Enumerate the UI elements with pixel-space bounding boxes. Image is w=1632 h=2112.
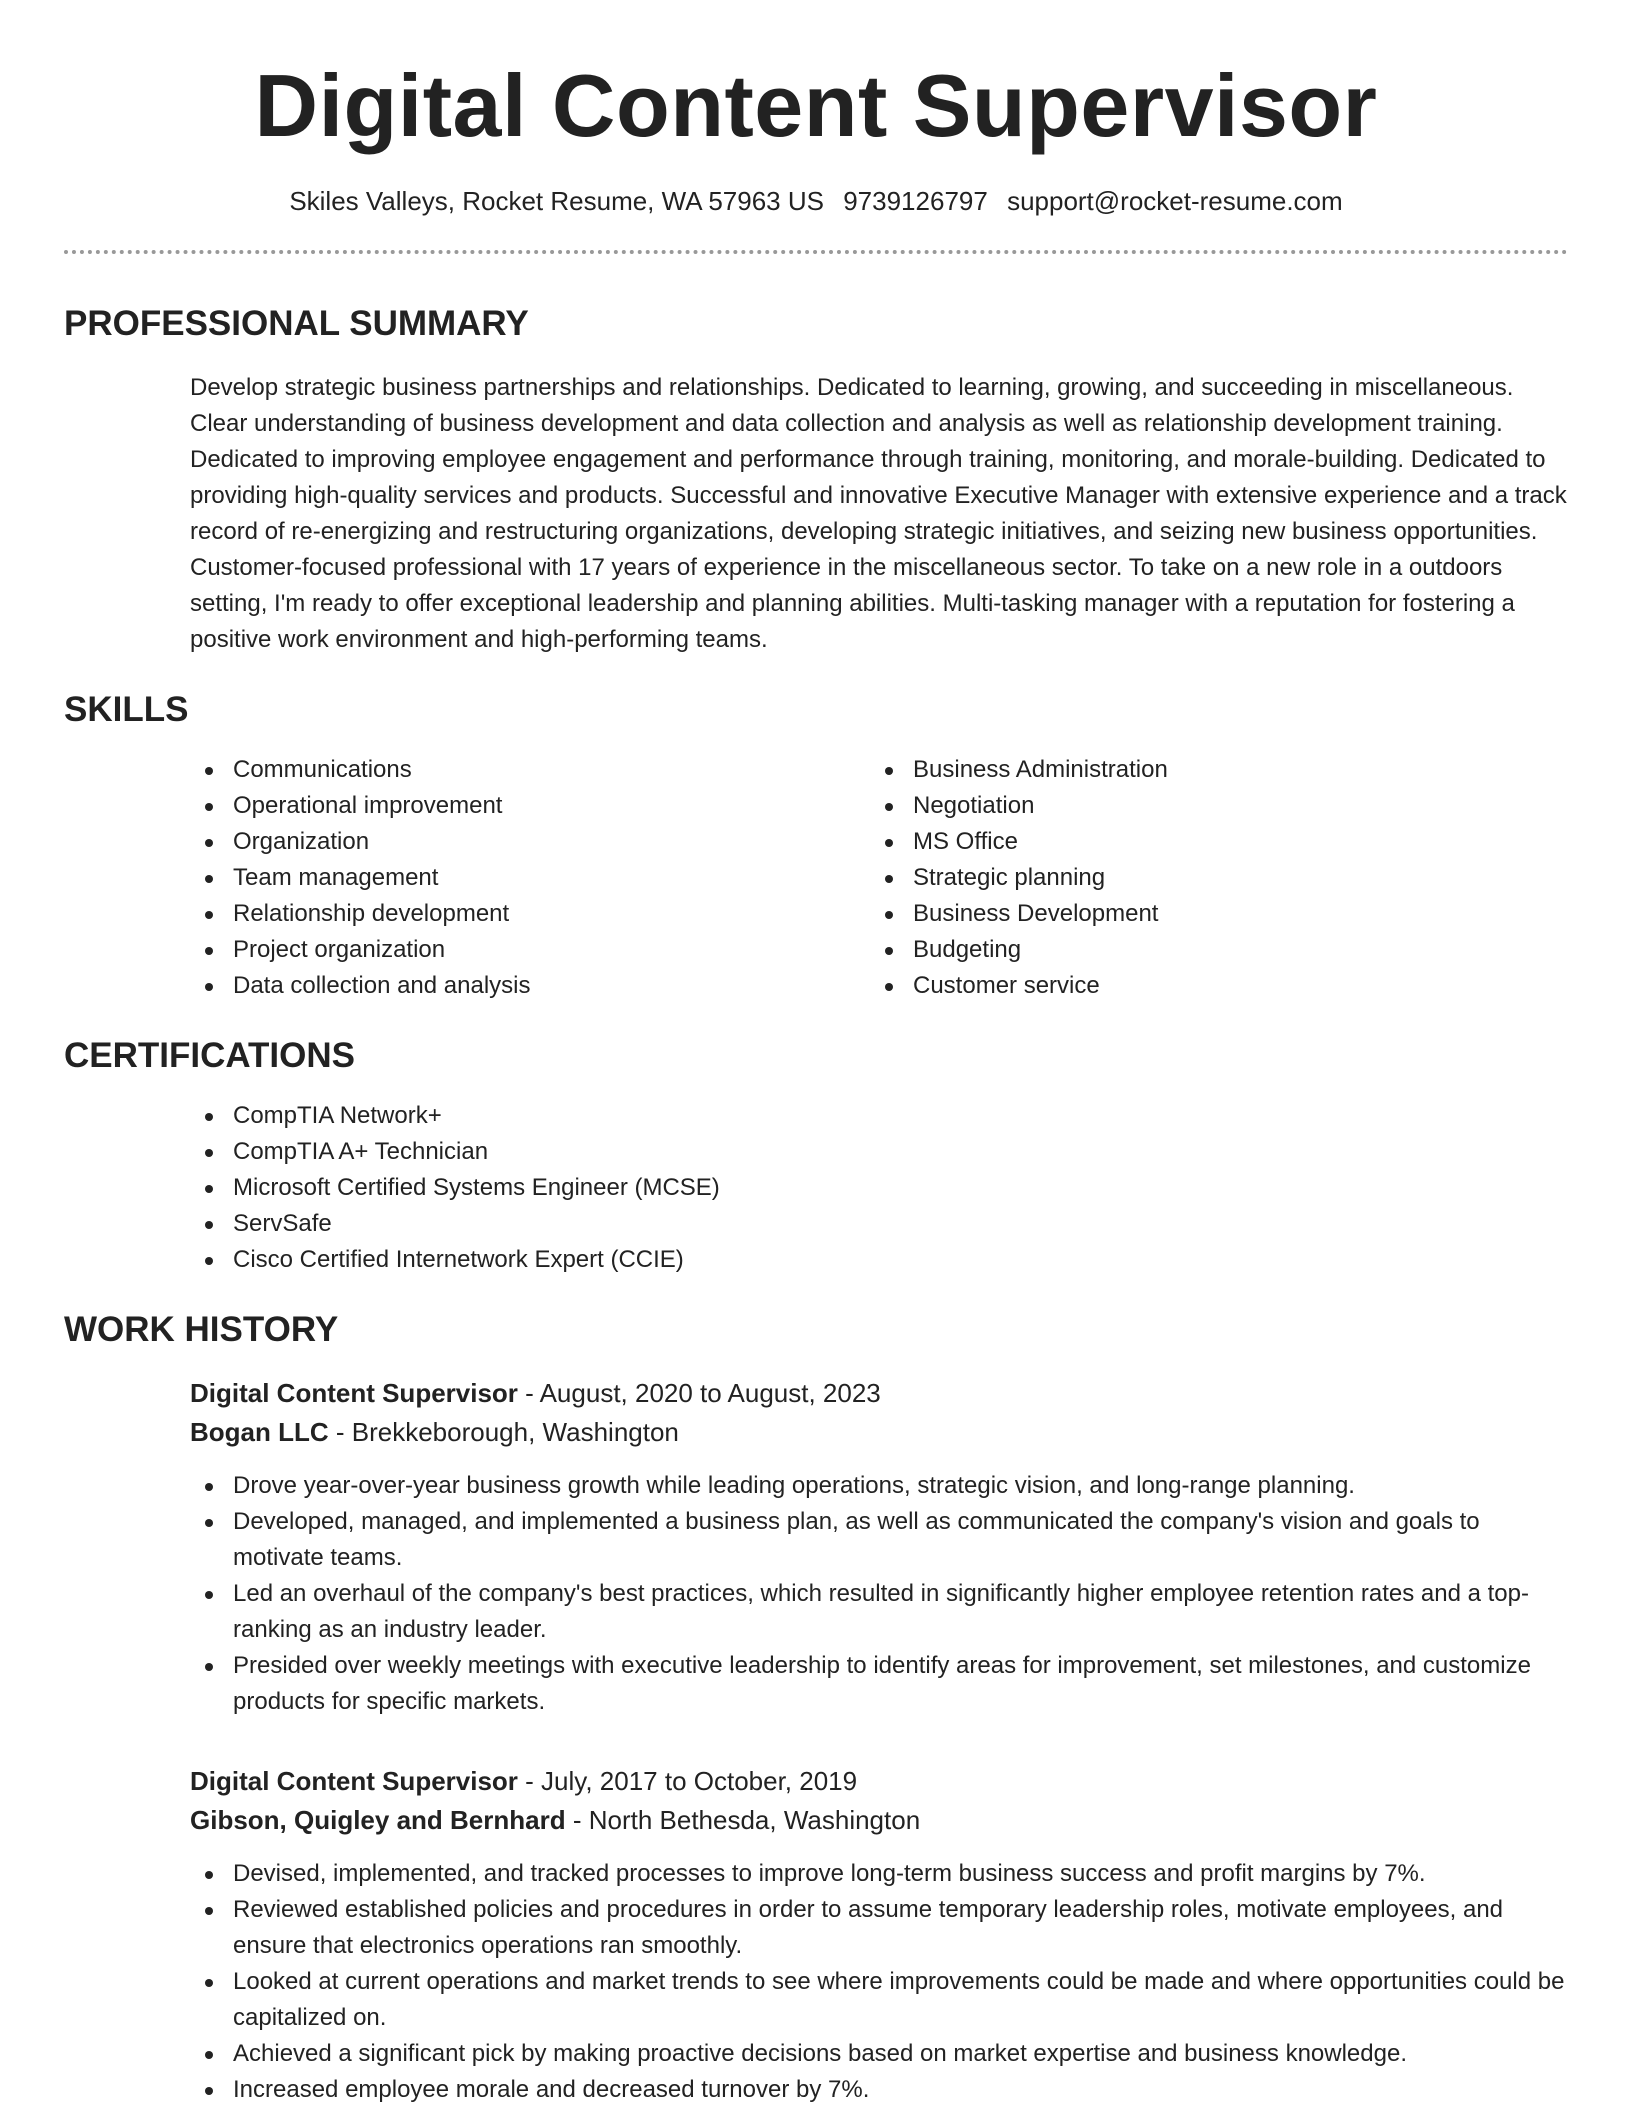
contact-address: Skiles Valleys, Rocket Resume, WA 57963 US — [289, 186, 824, 216]
skills-right-list — [870, 752, 1550, 1004]
job-bullet: Presided over weekly meetings with executive leadership to identify areas for improvement, set milestones, and customize products for specific markets. — [190, 1648, 1568, 1720]
job-title-line — [190, 1762, 1568, 1801]
summary-section — [64, 302, 1568, 658]
skill-item: Project organization — [190, 932, 870, 968]
job-entry — [190, 1762, 1568, 2108]
job-bullet: Led an overhaul of the company's best practices, which resulted in significantly higher employee retention rates and a top-ranking as an industry leader. — [190, 1576, 1568, 1648]
job-bullet: Reviewed established policies and procedures in order to assume temporary leadership roles, motivate employees, and ensure that electronics operations ran smoothly. — [190, 1892, 1568, 1964]
summary-heading: PROFESSIONAL SUMMARY — [64, 304, 529, 343]
skills-section — [64, 688, 1568, 1004]
skill-item: Negotiation — [870, 788, 1550, 824]
job-bullet-list — [190, 1468, 1568, 1720]
skill-item: Organization — [190, 824, 870, 860]
work-history-heading: WORK HISTORY — [64, 1310, 339, 1349]
job-bullet: Drove year-over-year business growth while leading operations, strategic vision, and long-range planning. — [190, 1468, 1568, 1504]
certification-item: Cisco Certified Internetwork Expert (CCIE) — [190, 1242, 1568, 1278]
job-location: - North Bethesda, Washington — [565, 1805, 921, 1835]
job-role: Digital Content Supervisor — [190, 1766, 518, 1796]
job-bullet: Increased employee morale and decreased turnover by 7%. — [190, 2072, 1568, 2108]
certification-item: Microsoft Certified Systems Engineer (MCSE) — [190, 1170, 1568, 1206]
job-company: Gibson, Quigley and Bernhard — [190, 1805, 566, 1835]
resume-name: Digital Content Supervisor — [254, 56, 1378, 155]
work-history-section — [64, 1308, 1568, 2108]
job-company-line — [190, 1801, 1568, 1840]
job-dates: - July, 2017 to October, 2019 — [517, 1766, 858, 1796]
skill-item: Communications — [190, 752, 870, 788]
skill-item: Data collection and analysis — [190, 968, 870, 1004]
certification-item: CompTIA Network+ — [190, 1098, 1568, 1134]
contact-line — [64, 184, 1568, 218]
job-bullet-list — [190, 1856, 1568, 2108]
job-bullet: Achieved a significant pick by making proactive decisions based on market expertise and business knowledge. — [190, 2036, 1568, 2072]
skills-left-list — [190, 752, 870, 1004]
certification-item: CompTIA A+ Technician — [190, 1134, 1568, 1170]
job-title-line — [190, 1374, 1568, 1413]
skill-item: Relationship development — [190, 896, 870, 932]
skill-item: Team management — [190, 860, 870, 896]
skill-item: Operational improvement — [190, 788, 870, 824]
skill-item: Customer service — [870, 968, 1550, 1004]
certifications-list — [190, 1098, 1568, 1278]
job-company-line — [190, 1413, 1568, 1452]
skill-item: Strategic planning — [870, 860, 1550, 896]
skills-columns — [190, 752, 1568, 1004]
skill-item: MS Office — [870, 824, 1550, 860]
job-dates: - August, 2020 to August, 2023 — [517, 1378, 881, 1408]
job-entry — [190, 1374, 1568, 1720]
job-location: - Brekkeborough, Washington — [328, 1417, 679, 1447]
job-role: Digital Content Supervisor — [190, 1378, 518, 1408]
header-divider — [64, 250, 1568, 254]
skill-item: Business Administration — [870, 752, 1550, 788]
skills-heading: SKILLS — [64, 690, 189, 729]
contact-email[interactable]: support@rocket-resume.com — [1007, 186, 1343, 216]
job-company: Bogan LLC — [190, 1417, 329, 1447]
certification-item: ServSafe — [190, 1206, 1568, 1242]
summary-text: Develop strategic business partnerships and relationships. Dedicated to learning, growing, and succeeding in miscellaneous. Clear understanding of business development and data collection and analysis as well as relationship development training. Dedicated to improving employee engagement and performance through training, monitoring, and morale-building. Dedicated to providing high-quality services and products. Successful and innovative Executive Manager with extensive experience and a track record of re-energizing and restructuring organizations, developing strategic initiatives, and seizing new business opportunities. Customer-focused professional with 17 years of experience in the miscellaneous sector. To take on a new role in a outdoors setting, I'm ready to offer exceptional leadership and planning abilities. Multi-tasking manager with a reputation for fostering a positive work environment and high-performing teams. — [190, 374, 1567, 653]
skill-item: Business Development — [870, 896, 1550, 932]
skill-item: Budgeting — [870, 932, 1550, 968]
certifications-heading: CERTIFICATIONS — [64, 1036, 356, 1075]
job-bullet: Devised, implemented, and tracked processes to improve long-term business success and profit margins by 7%. — [190, 1856, 1568, 1892]
job-bullet: Developed, managed, and implemented a business plan, as well as communicated the company's vision and goals to motivate teams. — [190, 1504, 1568, 1576]
job-bullet: Looked at current operations and market trends to see where improvements could be made and where opportunities could be capitalized on. — [190, 1964, 1568, 2036]
certifications-section — [64, 1034, 1568, 1278]
contact-phone: 9739126797 — [843, 186, 988, 216]
